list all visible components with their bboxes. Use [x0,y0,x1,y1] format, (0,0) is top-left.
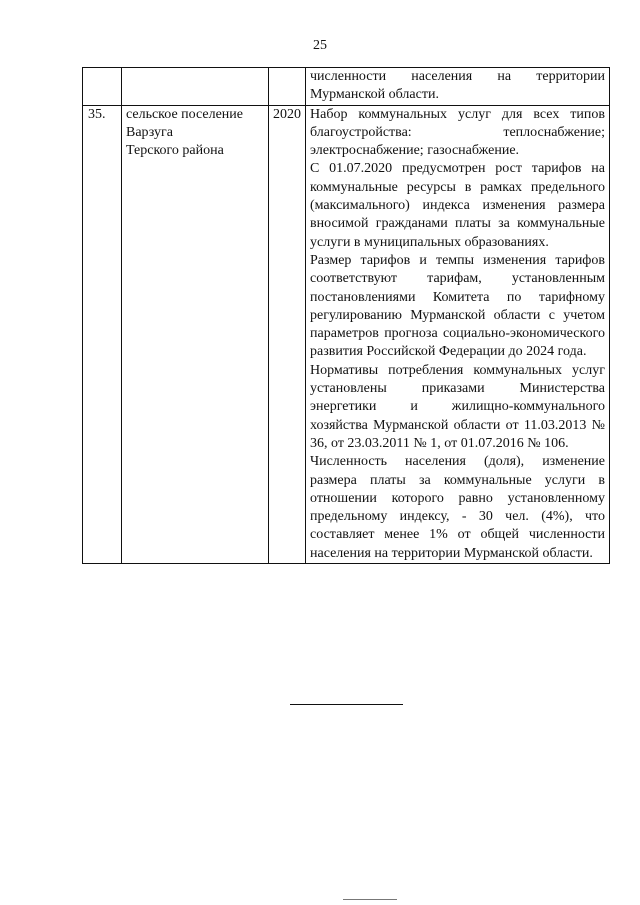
description-paragraph: Нормативы потребления коммунальных услуг установлены приказами Министерства энергетики и жилищно-коммунального хозяйства Мурманской области от 11.03.2013 № 36, от 23.03.2011 № 1, от 01.07.2016 № 106. [310,362,605,451]
cell-description [306,105,610,563]
data-table [82,67,610,564]
cell-row-number: 35. [83,105,122,563]
table-row-35 [83,105,610,563]
cell-settlement-name [122,105,269,563]
cell-year: 2020 [269,105,306,563]
end-divider-line [290,704,403,705]
settlement-name-line: Варзуга [126,124,173,140]
settlement-name-line: Терского района [126,143,224,159]
description-paragraph: Численность населения (доля), изменение размера платы за коммунальные услуги в отношении которого равно установленному предельному индексу, - 30 чел. (4%), что составляет менее 1% от общей численности населения на территории Мурманской области. [310,454,605,561]
settlement-name-line: сельское поселение [126,106,243,122]
cell-name-empty [122,68,269,106]
description-paragraph: Размер тарифов и темпы изменения тарифов соответствуют тарифам, установленным постановлениями Комитета по тарифному регулированию Мурманской области с учетом параметров прогноза социально-экономического развития Российской Федерации до 2024 года. [310,252,605,360]
description-paragraph: С 01.07.2020 предусмотрен рост тарифов на коммунальные ресурсы в рамках предельного (максимального) индекса изменения размера вносимой гражданами платы за коммунальные услуги в муниципальных образованиях. [310,161,605,250]
bottom-edge-mark [343,899,397,900]
cell-text-continued [306,68,610,106]
cell-year-empty [269,68,306,106]
page-number: 25 [313,38,327,53]
continued-text: численности населения на территории Мурманской области. [310,69,605,103]
cell-number-empty [83,68,122,106]
description-paragraph: Набор коммунальных услуг для всех типов благоустройства: теплоснабжение; электроснабжение; газоснабжение. [310,106,605,159]
table-row-continued [83,68,610,106]
